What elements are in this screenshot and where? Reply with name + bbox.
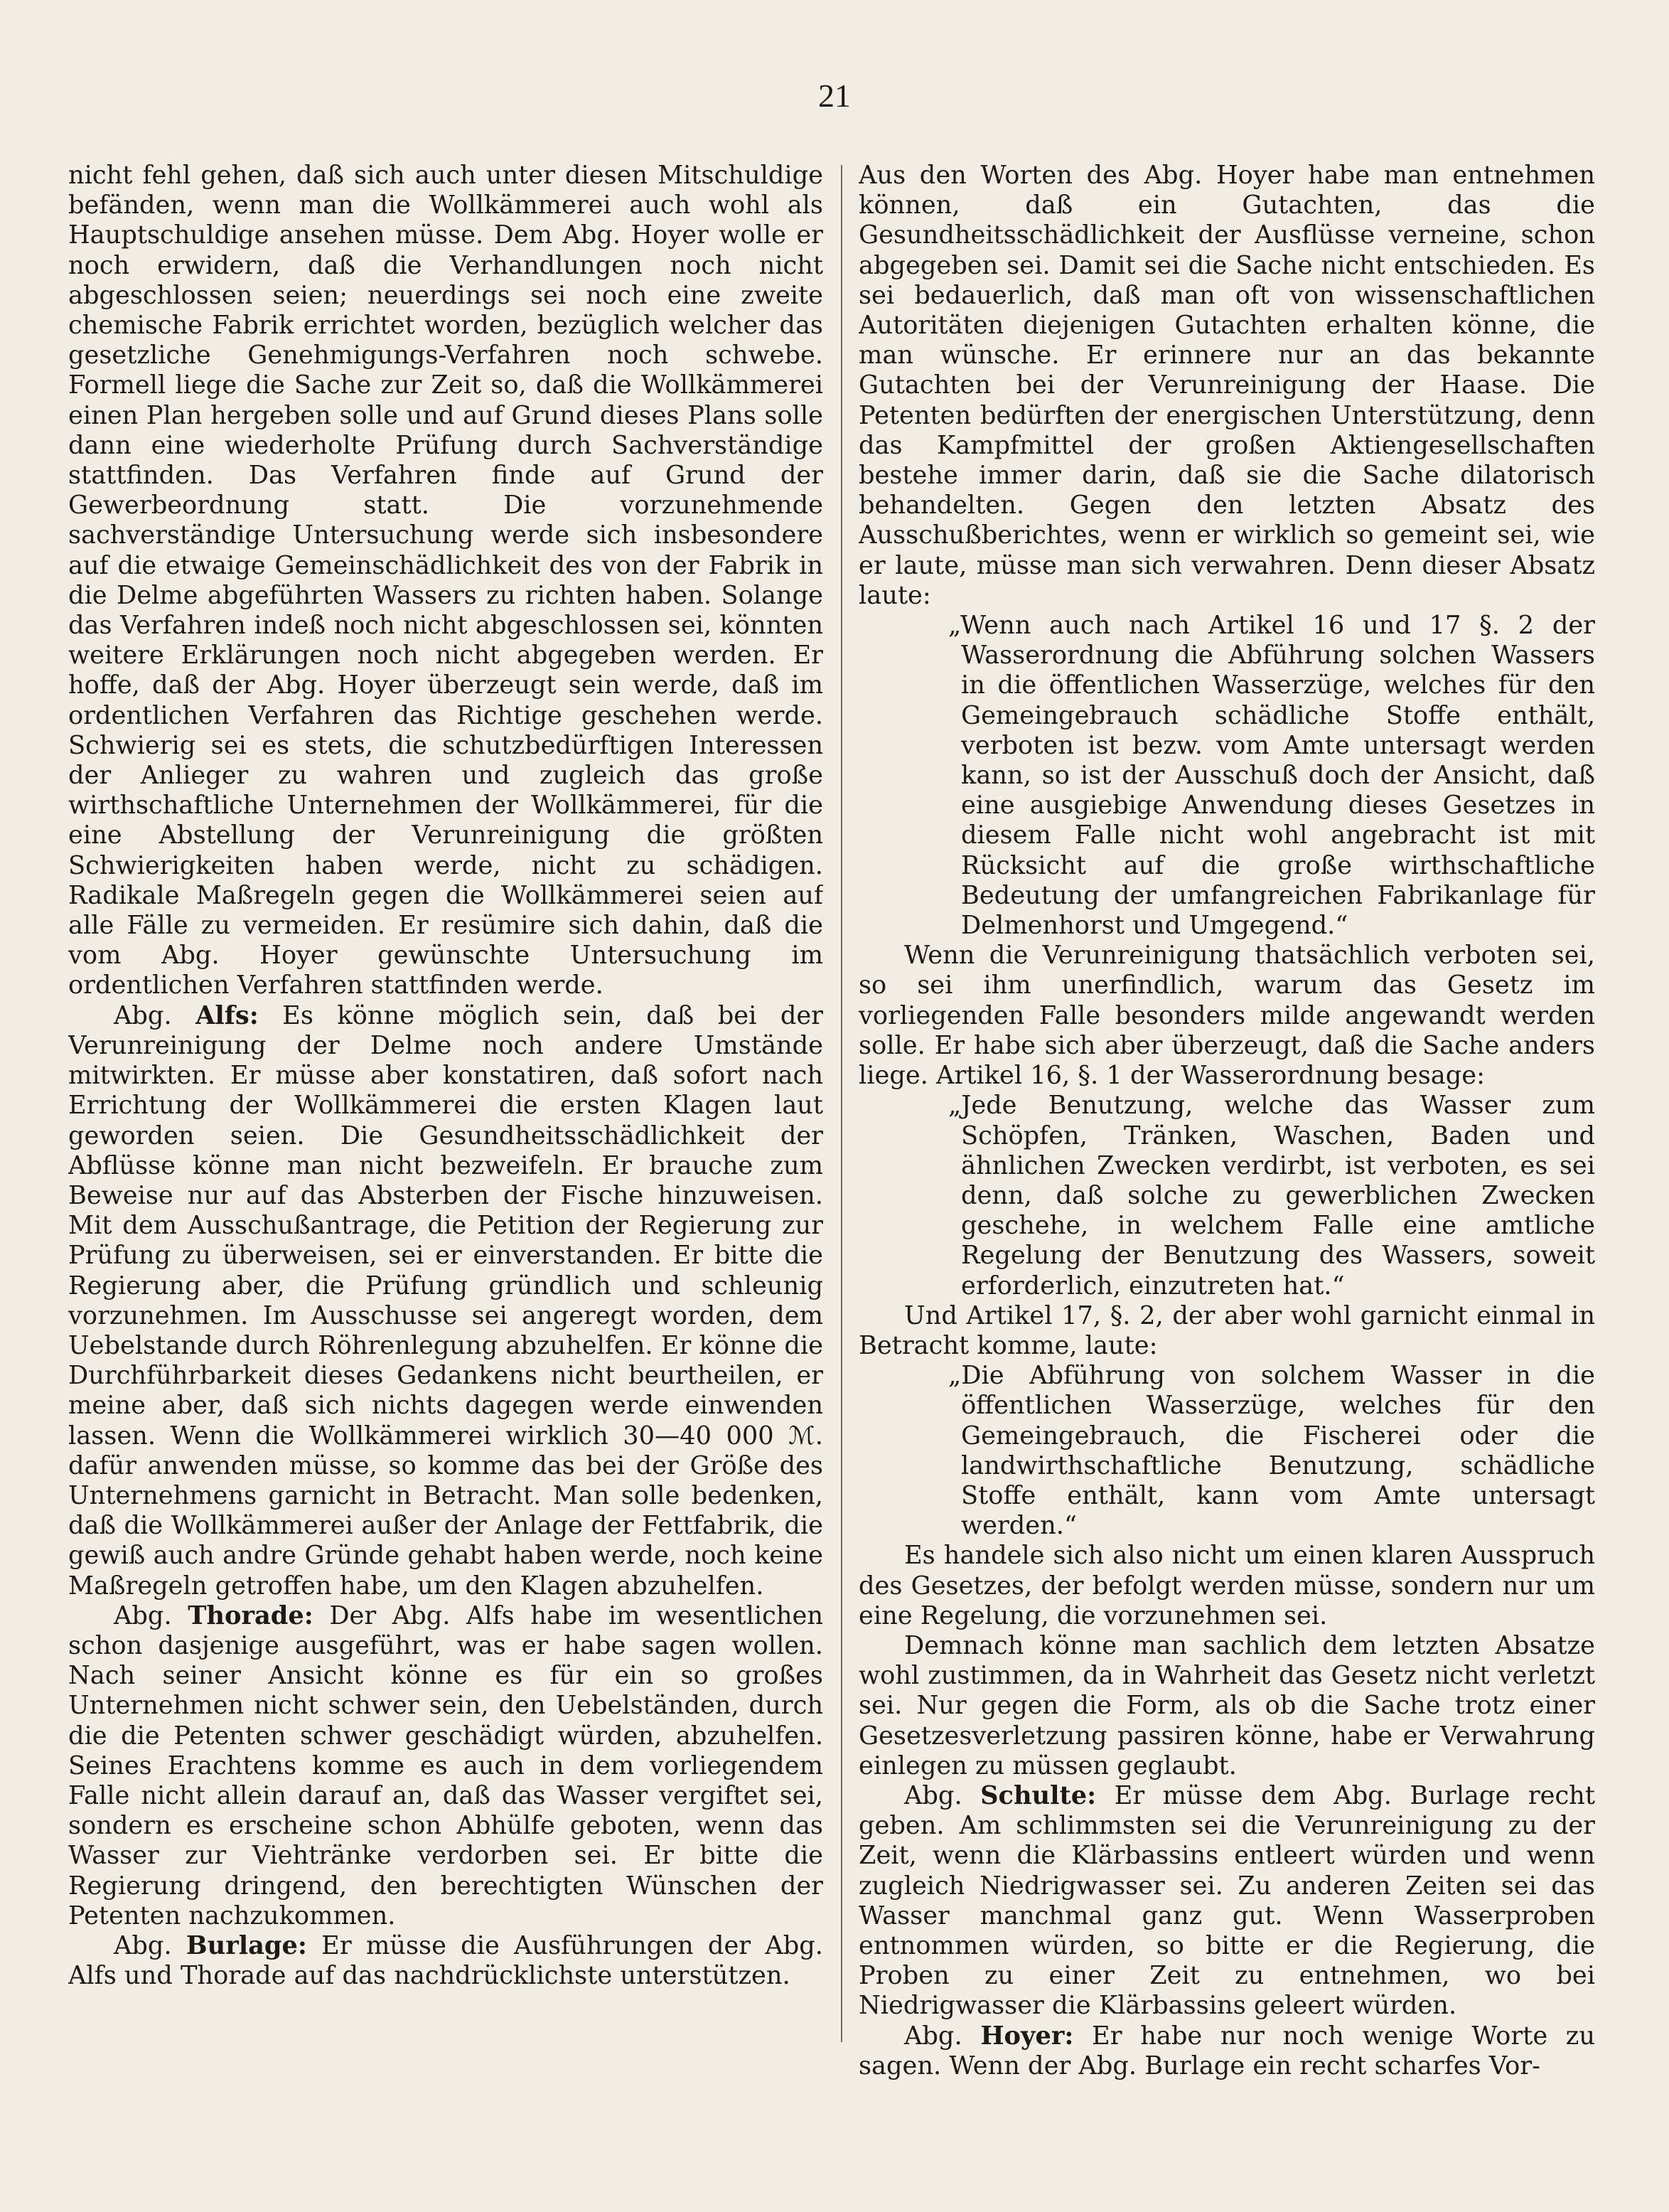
speech-schulte [859,1781,1595,2021]
speaker-name: Burlage: [186,1930,307,1960]
speech-alfs [68,1001,823,1601]
speaker-name: Thorade: [188,1601,313,1630]
speaker-prefix: Abg. [904,1780,981,1810]
paragraph: Es handele sich also nicht um einen klaren Ausspruch des Gesetzes, der befolgt werden müsse, sondern nur um eine Regelung, die vorzunehmen sei. [859,1541,1595,1630]
paragraph: Und Artikel 17, §. 2, der aber wohl garnicht einmal in Betracht komme, laute: [859,1300,1595,1360]
quote-block [859,1361,1595,1541]
speaker-name: Hoyer: [980,2021,1074,2051]
right-column [859,161,1595,2191]
paragraph: Aus den Worten des Abg. Hoyer habe man entnehmen können, daß ein Gutachten, das die Gesundheitsschädlichkeit der Ausflüsse verneine, schon abgegeben sei. Damit sei die Sache nicht entschieden. Es sei bedauerlich, daß man oft von wissenschaftlichen Autoritäten diejenigen Gutachten erhalten könne, die man wünsche. Er erinnere nur an das bekannte Gutachten bei der Verunreinigung der Haase. Die Petenten bedürften der energischen Unterstützung, denn das Kampfmittel der großen Aktiengesellschaften bestehe immer darin, daß sie die Sache dilatorisch behandelten. Gegen den letzten Absatz des Ausschußberichtes, wenn er wirklich so gemeint sei, wie er laute, müsse man sich verwahren. Denn dieser Absatz laute: [859,161,1595,610]
quote-block [859,1091,1595,1300]
speech-text: Er müsse dem Abg. Burlage recht geben. Am schlimmsten sei die Verunreinigung zu der Zeit, wenn die Klärbassins entleert würden und wenn zugleich Niedrigwasser sei. Zu anderen Zeiten sei das Wasser manchmal ganz gut. Wenn Wasserproben entnommen würden, so bitte er die Regierung, die Proben zu einer Zeit zu entnehmen, wo bei Niedrigwasser die Klärbassins geleert würden. [859,1780,1595,2021]
speaker-prefix: Abg. [114,1000,196,1030]
speaker-prefix: Abg. [114,1601,188,1630]
speech-thorade [68,1601,823,1931]
quoted-text: „Die Abführung von solchem Wasser in die öffentlichen Wasserzüge, welches für den Gemeingebrauch, die Fischerei oder die landwirthschaftliche Benutzung, schädliche Stoffe enthält, kann vom Amte untersagt werden.“ [948,1361,1595,1541]
quoted-text: „Jede Benutzung, welche das Wasser zum Schöpfen, Tränken, Waschen, Baden und ähnlichen Zwecken verdirbt, ist verboten, es sei denn, daß solche zu gewerblichen Zwecken geschehe, in welchem Falle eine amtliche Regelung der Benutzung des Wassers, soweit erforderlich, einzutreten hat.“ [948,1091,1595,1300]
speaker-prefix: Abg. [904,2021,981,2051]
speech-text: Es könne möglich sein, daß bei der Verunreinigung der Delme noch andere Umstände mitwirkten. Er müsse aber konstatiren, daß sofort nach Errichtung der Wollkämmerei die ersten Klagen laut geworden seien. Die Gesundheitsschädlichkeit der Abflüsse könne man nicht bezweifeln. Er brauche zum Beweise nur auf das Absterben der Fische hinzuweisen. Mit dem Ausschußantrage, die Petition der Regierung zur Prüfung zu überweisen, sei er einverstanden. Er bitte die Regierung aber, die Prüfung gründlich und schleunig vorzunehmen. Im Ausschusse sei angeregt worden, dem Uebelstande durch Röhrenlegung abzuhelfen. Er könne die Durchführbarkeit dieses Gedankens nicht beurtheilen, er meine aber, daß sich nichts dagegen werde einwenden lassen. Wenn die Wollkämmerei wirklich 30—40 000 ℳ. dafür anwenden müsse, so komme das bei der Größe des Unternehmens garnicht in Betracht. Man solle bedenken, daß die Wollkämmerei außer der Anlage der Fettfabrik, die gewiß auch andre Gründe gehabt haben werde, noch keine Maßregeln getroffen habe, um den Klagen abzuhelfen. [68,1000,823,1601]
paragraph: nicht fehl gehen, daß sich auch unter diesen Mitschuldige befänden, wenn man die Wollkämmerei auch wohl als Hauptschuldige ansehen müsse. Dem Abg. Hoyer wolle er noch erwidern, daß die Verhandlungen noch nicht abgeschlossen seien; neuerdings sei noch eine zweite chemische Fabrik errichtet worden, bezüglich welcher das gesetzliche Genehmigungs-Verfahren noch schwebe. Formell liege die Sache zur Zeit so, daß die Wollkämmerei einen Plan hergeben solle und auf Grund dieses Plans solle dann eine wiederholte Prüfung durch Sachverständige stattfinden. Das Verfahren finde auf Grund der Gewerbeordnung statt. Die vorzunehmende sachverständige Untersuchung werde sich insbesondere auf die etwaige Gemeinschädlichkeit des von der Fabrik in die Delme abgeführten Wassers zu richten haben. Solange das Verfahren indeß noch nicht abgeschlossen sei, könnten weitere Erklärungen noch nicht abgegeben werden. Er hoffe, daß der Abg. Hoyer überzeugt sein werde, daß im ordentlichen Verfahren das Richtige geschehen werde. Schwierig sei es stets, die schutzbedürftigen Interessen der Anlieger zu wahren und zugleich das große wirthschaftliche Unternehmen der Wollkämmerei, für die eine Abstellung der Verunreinigung die größten Schwierigkeiten haben werde, nicht zu schädigen. Radikale Maßregeln gegen die Wollkämmerei seien auf alle Fälle zu vermeiden. Er resümire sich dahin, daß die vom Abg. Hoyer gewünschte Untersuchung im ordentlichen Verfahren stattfinden werde. [68,161,823,1000]
speech-text: Er habe nur noch wenige Worte zu sagen. Wenn der Abg. Burlage ein recht scharfes Vor- [859,2021,1595,2080]
page-number: 21 [818,78,851,114]
speech-text: Der Abg. Alfs habe im wesentlichen schon dasjenige ausgeführt, was er habe sagen wollen. Nach seiner Ansicht könne es für ein so großes Unternehmen nicht schwer sein, den Uebelständen, durch die die Petenten schwer geschädigt würden, abzuhelfen. Seines Erachtens komme es auch in dem vorliegendem Falle nicht allein darauf an, daß das Wasser vergiftet sei, sondern es erscheine schon Abhülfe geboten, wenn das Wasser zur Viehtränke verdorben sei. Er bitte die Regierung dringend, den berechtigten Wünschen der Petenten nachzukommen. [68,1601,823,1930]
quoted-text: „Wenn auch nach Artikel 16 und 17 §. 2 der Wasserordnung die Abführung solchen Wassers in die öffentlichen Wasserzüge, welches für den Gemeingebrauch schädliche Stoffe enthält, verboten ist bezw. vom Amte untersagt werden kann, so ist der Ausschuß doch der Ansicht, daß eine ausgiebige Anwendung dieses Gesetzes in diesem Falle nicht wohl angebracht ist mit Rücksicht auf die große wirthschaftliche Bedeutung der umfangreichen Fabrikanlage für Delmenhorst und Umgegend.“ [948,611,1595,941]
speech-text: Er müsse die Ausführungen der Abg. Alfs und Thorade auf das nachdrücklichste unterstützen. [68,1930,823,1991]
paragraph: Demnach könne man sachlich dem letzten Absatze wohl zustimmen, da in Wahrheit das Gesetz nicht verletzt sei. Nur gegen die Form, als ob die Sache trotz einer Gesetzesverletzung passiren könne, habe er Verwahrung einlegen zu müssen geglaubt. [859,1630,1595,1780]
speaker-name: Schulte: [980,1780,1097,1810]
paragraph: Wenn die Verunreinigung thatsächlich verboten sei, so sei ihm unerfindlich, warum das Gesetz im vorliegenden Falle besonders milde angewandt werden solle. Er habe sich aber überzeugt, daß die Sache anders liege. Artikel 16, §. 1 der Wasserordnung besage: [859,941,1595,1091]
speech-burlage [68,1931,823,1991]
speaker-name: Alfs: [195,1000,259,1030]
speaker-prefix: Abg. [114,1930,186,1960]
left-column [68,161,823,2191]
column-divider [841,165,842,2042]
quote-block [859,611,1595,941]
speech-hoyer [859,2021,1595,2081]
